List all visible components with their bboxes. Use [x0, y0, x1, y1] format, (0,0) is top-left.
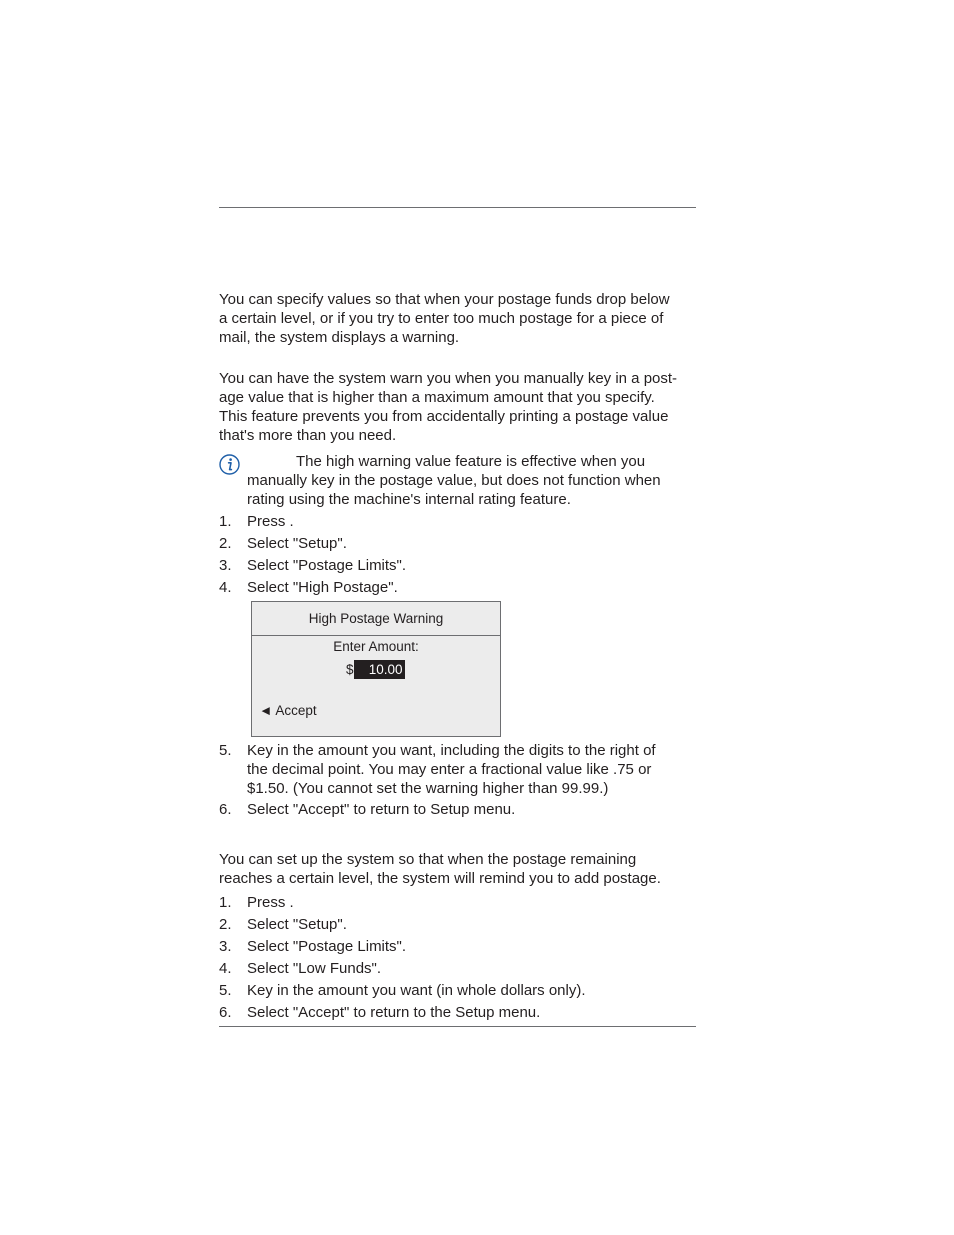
text-line: Press .: [247, 894, 294, 911]
text-line: Select "Postage Limits".: [247, 938, 407, 955]
text-line: Select "Setup".: [247, 916, 347, 933]
text-line: the decimal point. You may enter a fractional value like .75 or: [247, 761, 652, 778]
accept-option: ◄ Accept: [259, 703, 317, 718]
step-number: 4.: [219, 960, 232, 977]
text-line: Key in the amount you want, including the digits to the right of: [247, 742, 656, 759]
step-text: [247, 1003, 540, 1022]
text-line: that's more than you need.: [219, 427, 397, 444]
text-line: Key in the amount you want (in whole dollars only).: [247, 982, 586, 999]
step-number: 2.: [219, 535, 232, 552]
text-line: Press .: [247, 513, 294, 530]
step-number: 2.: [219, 916, 232, 933]
high-warning-intro: [219, 369, 699, 445]
info-icon: [219, 454, 240, 475]
text-line: You can have the system warn you when you manually key in a post-: [219, 370, 678, 387]
text-line: Select "Accept" to return to Setup menu.: [247, 801, 516, 818]
text-line: rating using the machine's internal rating feature.: [247, 491, 571, 508]
text-line: You can set up the system so that when the postage remaining: [219, 851, 637, 868]
step-text: [247, 959, 381, 978]
text-line: Select "Low Funds".: [247, 960, 382, 977]
intro-paragraph: [219, 290, 699, 347]
step-text: [247, 981, 586, 1000]
top-rule: [219, 207, 696, 208]
step-number: 6.: [219, 1004, 232, 1021]
amount-field: [346, 660, 405, 679]
currency-symbol: $: [346, 662, 354, 677]
screen-title: High Postage Warning: [252, 602, 500, 636]
step-text: [247, 893, 294, 912]
bottom-rule: [219, 1026, 696, 1027]
step-text: [247, 578, 398, 597]
step-number: 3.: [219, 557, 232, 574]
step-number: 3.: [219, 938, 232, 955]
step-text: [247, 556, 406, 575]
text-line: age value that is higher than a maximum amount that you specify.: [219, 389, 655, 406]
text-line: manually key in the postage value, but does not function when: [247, 472, 661, 489]
text-line: $1.50. (You cannot set the warning higher than 99.99.): [247, 780, 609, 797]
step-number: 6.: [219, 801, 232, 818]
text-line: Select "Accept" to return to the Setup menu.: [247, 1004, 541, 1021]
note-text: [247, 452, 697, 509]
step-text: [247, 741, 656, 798]
screen-prompt: Enter Amount:: [333, 639, 419, 654]
text-line: Select "Setup".: [247, 535, 347, 552]
step-text: [247, 937, 406, 956]
step-number: 1.: [219, 513, 232, 530]
step-text: [247, 915, 347, 934]
step-text: [247, 512, 294, 531]
text-line: a certain level, or if you try to enter too much postage for a piece of: [219, 310, 664, 327]
text-line: reaches a certain level, the system will remind you to add postage.: [219, 870, 661, 887]
text-line: You can specify values so that when your postage funds drop below: [219, 291, 670, 308]
text-line: mail, the system displays a warning.: [219, 329, 460, 346]
text-line: The high warning value feature is effective when you: [296, 453, 646, 470]
text-line: Select "High Postage".: [247, 579, 398, 596]
step-text: [247, 534, 347, 553]
step-number: 5.: [219, 982, 232, 999]
text-line: Select "Postage Limits".: [247, 557, 407, 574]
step-number: 4.: [219, 579, 232, 596]
low-funds-intro: [219, 850, 699, 888]
display-screen: [251, 601, 501, 737]
text-line: This feature prevents you from accidentally printing a postage value: [219, 408, 669, 425]
amount-value: 10.00: [354, 660, 405, 679]
step-text: [247, 800, 515, 819]
step-number: 5.: [219, 742, 232, 759]
step-number: 1.: [219, 894, 232, 911]
